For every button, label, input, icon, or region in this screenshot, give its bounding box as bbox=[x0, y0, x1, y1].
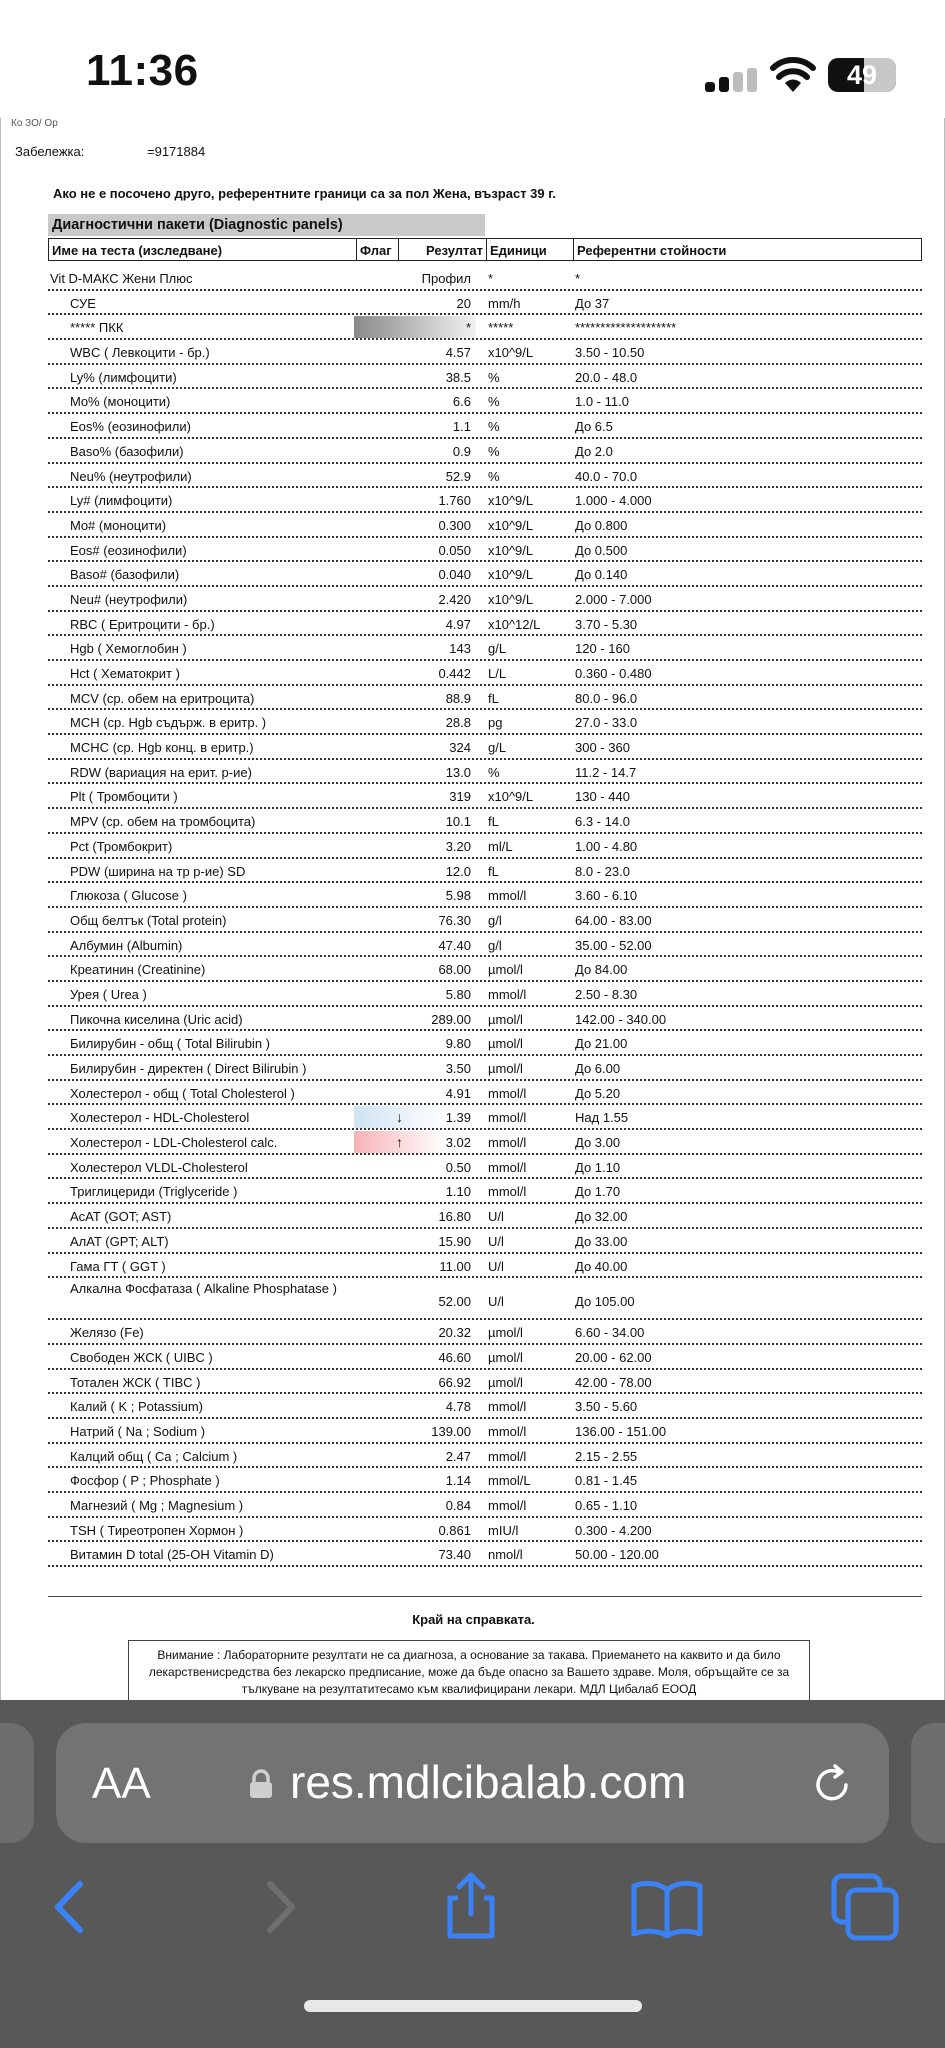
reference-range: 136.00 - 151.00 bbox=[575, 1423, 667, 1439]
result-unit: mmol/l bbox=[488, 888, 527, 904]
table-row bbox=[48, 735, 922, 760]
result-value: 9.80 bbox=[445, 1036, 471, 1052]
result-value: 1.39 bbox=[445, 1110, 471, 1126]
result-unit: µmol/l bbox=[488, 962, 523, 978]
result-value: 88.9 bbox=[445, 690, 471, 706]
result-value: 76.30 bbox=[438, 912, 471, 928]
table-row bbox=[48, 612, 922, 637]
test-name: ***** ПКК bbox=[70, 320, 124, 336]
reference-range: ******************** bbox=[575, 320, 677, 336]
table-row bbox=[48, 1370, 922, 1395]
result-value: 2.420 bbox=[438, 591, 471, 607]
result-unit: L/L bbox=[488, 666, 507, 681]
result-value: 0.84 bbox=[445, 1498, 471, 1513]
result-value: 15.90 bbox=[438, 1233, 471, 1249]
test-name: Билирубин - общ ( Total Bilirubin ) bbox=[70, 1036, 270, 1052]
test-name: Ly# (лимфоцити) bbox=[70, 493, 173, 509]
reference-range: 1.0 - 11.0 bbox=[575, 394, 629, 410]
reference-range: 2.000 - 7.000 bbox=[575, 591, 652, 607]
table-row bbox=[48, 908, 922, 933]
table-row bbox=[48, 513, 922, 538]
status-bar bbox=[0, 0, 945, 118]
reference-range: 3.50 - 5.60 bbox=[575, 1399, 638, 1415]
result-unit: % bbox=[488, 468, 500, 484]
test-name: RDW (вариация на ерит. р-ие) bbox=[70, 764, 252, 780]
test-name: Mo% (моноцити) bbox=[70, 394, 171, 410]
table-row bbox=[48, 1204, 922, 1229]
result-value: 4.57 bbox=[445, 345, 471, 361]
reference-range: 3.70 - 5.30 bbox=[575, 616, 638, 632]
result-unit: x10^9/L bbox=[488, 493, 534, 509]
test-name: Фосфор ( P ; Phosphate ) bbox=[70, 1473, 220, 1489]
result-value: 5.98 bbox=[445, 888, 471, 904]
test-name: WBC ( Левкоцити - бр.) bbox=[70, 345, 210, 361]
reference-range: 6.3 - 14.0 bbox=[575, 814, 630, 830]
cut-off-text: Ко ЗО/ Ор bbox=[11, 118, 58, 129]
reference-range: До 37 bbox=[575, 295, 610, 311]
result-value: 0.300 bbox=[438, 517, 471, 533]
result-value: 1.14 bbox=[445, 1473, 471, 1489]
test-name: Hgb ( Хемоглобин ) bbox=[70, 641, 187, 657]
reference-range: До 0.800 bbox=[575, 517, 628, 533]
result-unit: mm/h bbox=[488, 295, 521, 311]
reference-range: 0.65 - 1.10 bbox=[575, 1498, 638, 1513]
result-value: 4.91 bbox=[445, 1085, 471, 1101]
test-name: AcAT (GOT; AST) bbox=[70, 1209, 172, 1225]
result-value: 0.861 bbox=[438, 1522, 471, 1538]
reference-range: 42.00 - 78.00 bbox=[575, 1374, 652, 1390]
reference-range: До 0.500 bbox=[575, 542, 628, 558]
table-row bbox=[48, 1130, 922, 1155]
result-value: 38.5 bbox=[445, 369, 471, 385]
result-unit: g/l bbox=[488, 937, 502, 953]
result-value: Профил bbox=[421, 271, 471, 286]
table-row bbox=[48, 1031, 922, 1056]
result-unit: mmol/l bbox=[488, 1448, 527, 1464]
table-row bbox=[48, 686, 922, 711]
test-name: Hct ( Хематокрит ) bbox=[70, 666, 180, 681]
reader-settings-button[interactable] bbox=[92, 1759, 151, 1809]
test-name: Eos% (еозинофили) bbox=[70, 419, 191, 435]
result-unit: µmol/l bbox=[488, 1061, 523, 1076]
result-value: 0.50 bbox=[445, 1159, 471, 1175]
test-name: TSH ( Тиреотропен Хормон ) bbox=[70, 1522, 244, 1538]
reference-range: 2.50 - 8.30 bbox=[575, 986, 638, 1002]
test-name: MCH (ср. Hgb съдърж. в еритр. ) bbox=[70, 715, 267, 731]
table-row bbox=[48, 587, 922, 612]
test-name: Глюкоза ( Glucose ) bbox=[70, 888, 187, 904]
result-unit: U/l bbox=[488, 1258, 504, 1274]
result-value: 324 bbox=[449, 740, 471, 756]
table-row bbox=[48, 1444, 922, 1469]
result-value: 143 bbox=[449, 641, 471, 657]
reference-range: 3.50 - 10.50 bbox=[575, 345, 645, 361]
lab-report-document[interactable] bbox=[0, 118, 945, 1700]
wifi-icon bbox=[770, 54, 816, 94]
table-row bbox=[48, 834, 922, 859]
table-row bbox=[48, 1179, 922, 1204]
table-row bbox=[48, 1229, 922, 1254]
result-value: 47.40 bbox=[438, 937, 471, 953]
reference-range: 6.60 - 34.00 bbox=[575, 1325, 645, 1341]
result-value: * bbox=[465, 320, 471, 336]
result-unit: % bbox=[488, 764, 500, 780]
result-unit: mmol/l bbox=[488, 1184, 527, 1200]
test-name: Холестерол - LDL-Cholesterol calc. bbox=[70, 1135, 278, 1151]
result-flag: ↓ bbox=[354, 1106, 445, 1128]
reference-range: 27.0 - 33.0 bbox=[575, 715, 638, 731]
result-unit: g/L bbox=[488, 641, 507, 657]
reference-range: 3.60 - 6.10 bbox=[575, 888, 638, 904]
result-value: 0.442 bbox=[438, 666, 471, 681]
table-row bbox=[48, 315, 922, 340]
test-name: Гама ГТ ( GGT ) bbox=[70, 1258, 166, 1274]
result-unit: fL bbox=[488, 814, 499, 830]
result-unit: mmol/l bbox=[488, 1423, 527, 1439]
result-value: 68.00 bbox=[438, 962, 471, 978]
table-row bbox=[48, 636, 922, 661]
result-unit: % bbox=[488, 394, 500, 410]
address-bar[interactable] bbox=[56, 1723, 889, 1843]
reference-range: 0.300 - 4.200 bbox=[575, 1522, 652, 1538]
result-unit: µmol/l bbox=[488, 1325, 523, 1341]
table-row bbox=[48, 809, 922, 834]
divider bbox=[48, 1596, 922, 1597]
result-unit: x10^12/L bbox=[488, 616, 541, 632]
result-unit: mmol/l bbox=[488, 1399, 527, 1415]
test-name: Baso# (базофили) bbox=[70, 567, 180, 583]
result-unit: µmol/l bbox=[488, 1374, 523, 1390]
test-name: Mo# (моноцити) bbox=[70, 517, 167, 533]
table-row bbox=[48, 439, 922, 464]
reference-range: 1.00 - 4.80 bbox=[575, 838, 638, 854]
result-unit: µmol/l bbox=[488, 1011, 523, 1027]
result-unit: U/l bbox=[488, 1294, 504, 1310]
table-row bbox=[48, 933, 922, 958]
result-value: 0.040 bbox=[438, 567, 471, 583]
reference-range: До 32.00 bbox=[575, 1209, 628, 1225]
reload-icon[interactable] bbox=[808, 1761, 856, 1809]
reference-range: 50.00 - 120.00 bbox=[575, 1547, 659, 1563]
table-row bbox=[48, 365, 922, 390]
share-icon[interactable] bbox=[434, 1870, 508, 1944]
result-unit: g/L bbox=[488, 740, 507, 756]
result-value: 1.10 bbox=[445, 1184, 471, 1200]
result-unit: ml/L bbox=[488, 838, 513, 854]
result-value: 289.00 bbox=[431, 1011, 471, 1027]
result-unit: nmol/l bbox=[488, 1547, 523, 1563]
table-row bbox=[48, 291, 922, 316]
result-value: 20.32 bbox=[438, 1325, 471, 1341]
result-unit: % bbox=[488, 369, 500, 385]
reference-range: 20.0 - 48.0 bbox=[575, 369, 638, 385]
table-row bbox=[48, 859, 922, 884]
result-unit: x10^9/L bbox=[488, 789, 534, 805]
url-text[interactable]: res.mdlcibalab.com bbox=[290, 1756, 687, 1808]
next-tab-preview[interactable] bbox=[911, 1723, 945, 1843]
test-name: Албумин (Albumin) bbox=[70, 937, 183, 953]
test-name: Магнезий ( Mg ; Magnesium ) bbox=[70, 1498, 244, 1513]
test-name: Neu% (неутрофили) bbox=[70, 468, 192, 484]
result-value: 3.50 bbox=[445, 1061, 471, 1076]
result-unit: mmol/l bbox=[488, 1135, 527, 1151]
reference-range: До 6.5 bbox=[575, 419, 613, 435]
result-unit: % bbox=[488, 419, 500, 435]
result-value: 319 bbox=[449, 789, 471, 805]
result-flag: ↑ bbox=[354, 1131, 445, 1153]
table-row bbox=[48, 1105, 922, 1130]
results-table bbox=[48, 266, 922, 1567]
result-unit: fL bbox=[488, 690, 499, 706]
result-unit: x10^9/L bbox=[488, 567, 534, 583]
test-name: Vit D-МАКС Жени Плюс bbox=[50, 271, 193, 286]
reference-range: 142.00 - 340.00 bbox=[575, 1011, 667, 1027]
reference-range: До 33.00 bbox=[575, 1233, 628, 1249]
result-unit: pg bbox=[488, 715, 503, 731]
reference-range: До 0.140 bbox=[575, 567, 628, 583]
reference-note: Ако не е посочено друго, референтните граници са за пол Жена, възраст 39 г. bbox=[53, 186, 556, 201]
result-value: 0.050 bbox=[438, 542, 471, 558]
column-header-units: Единици bbox=[486, 238, 573, 261]
reference-range: До 105.00 bbox=[575, 1294, 635, 1310]
reference-range: 11.2 - 14.7 bbox=[575, 764, 637, 780]
tabs-icon[interactable] bbox=[828, 1870, 902, 1944]
test-name: Желязо (Fe) bbox=[70, 1325, 144, 1341]
table-row bbox=[48, 784, 922, 809]
reference-range: До 6.00 bbox=[575, 1061, 621, 1076]
test-name: PDW (ширина на тр р-ие) SD bbox=[70, 863, 246, 879]
bookmarks-icon[interactable] bbox=[630, 1870, 704, 1944]
column-header-name: Име на теста (изследване) bbox=[48, 238, 356, 261]
result-value: 46.60 bbox=[438, 1349, 471, 1365]
result-unit: x10^9/L bbox=[488, 345, 534, 361]
result-unit: x10^9/L bbox=[488, 591, 534, 607]
table-row bbox=[48, 389, 922, 414]
result-unit: mmol/l bbox=[488, 1159, 527, 1175]
result-value: 11.00 bbox=[439, 1258, 471, 1274]
result-unit: ***** bbox=[488, 320, 514, 336]
result-value: 3.20 bbox=[445, 838, 471, 854]
reference-range: До 5.20 bbox=[575, 1085, 621, 1101]
reference-range: До 1.70 bbox=[575, 1184, 621, 1200]
cellular-signal-icon bbox=[705, 68, 759, 92]
result-value: 6.6 bbox=[452, 394, 471, 410]
back-icon[interactable] bbox=[36, 1870, 110, 1944]
test-name: Тотален ЖСК ( TIBC ) bbox=[70, 1374, 201, 1390]
result-value: 10.1 bbox=[445, 814, 471, 830]
reference-range: 120 - 160 bbox=[575, 641, 630, 657]
result-value: 4.78 bbox=[445, 1399, 471, 1415]
reference-range: 80.0 - 96.0 bbox=[575, 690, 638, 706]
test-name: Baso% (базофили) bbox=[70, 443, 184, 459]
table-row bbox=[48, 1007, 922, 1032]
result-unit: mIU/l bbox=[488, 1522, 519, 1538]
table-row bbox=[48, 661, 922, 686]
result-value: 5.80 bbox=[445, 986, 471, 1002]
reference-range: 40.0 - 70.0 bbox=[575, 468, 638, 484]
test-name: Plt ( Тромбоцити ) bbox=[70, 789, 178, 805]
result-unit: x10^9/L bbox=[488, 517, 534, 533]
column-header-flag: Флаг bbox=[356, 238, 398, 261]
browser-toolbar bbox=[0, 1700, 945, 2048]
result-value: 16.80 bbox=[438, 1209, 471, 1225]
reference-range: 130 - 440 bbox=[575, 789, 630, 805]
test-name: Калий ( K ; Potassium) bbox=[70, 1399, 203, 1415]
test-name: Холестерол - HDL-Cholesterol bbox=[70, 1110, 250, 1126]
result-unit: mmol/l bbox=[488, 1110, 527, 1126]
battery-icon bbox=[828, 58, 896, 92]
result-unit: U/l bbox=[488, 1233, 504, 1249]
test-name: Neu# (неутрофили) bbox=[70, 591, 188, 607]
result-value: 139.00 bbox=[431, 1423, 471, 1439]
test-name: MPV (ср. обем на тромбоцита) bbox=[70, 814, 256, 830]
table-row bbox=[48, 1320, 922, 1345]
result-value: 12.0 bbox=[445, 863, 471, 879]
result-unit: µmol/l bbox=[488, 1036, 523, 1052]
reference-range: Над 1.55 bbox=[575, 1110, 629, 1126]
test-name: Триглицериди (Triglyceride ) bbox=[70, 1184, 238, 1200]
test-name: Холестерол - общ ( Total Cholesterol ) bbox=[70, 1085, 295, 1101]
reference-range: До 84.00 bbox=[575, 962, 628, 978]
result-value: 52.00 bbox=[438, 1294, 471, 1310]
reference-range: 8.0 - 23.0 bbox=[575, 863, 630, 879]
result-value: 4.97 bbox=[445, 616, 471, 632]
test-name: Eos# (еозинофили) bbox=[70, 542, 187, 558]
table-row bbox=[48, 1254, 922, 1279]
panel-header: Диагностични пакети (Diagnostic panels) bbox=[48, 214, 485, 236]
test-name: Ly% (лимфоцити) bbox=[70, 369, 177, 385]
result-unit: fL bbox=[488, 863, 499, 879]
forward-icon[interactable] bbox=[240, 1870, 314, 1944]
result-value: 66.92 bbox=[438, 1374, 471, 1390]
result-unit: U/l bbox=[488, 1209, 504, 1225]
table-row bbox=[48, 1493, 922, 1518]
note-value: =9171884 bbox=[147, 144, 206, 159]
table-row bbox=[48, 266, 922, 291]
reference-range: 2.15 - 2.55 bbox=[575, 1448, 638, 1464]
test-name: Алкална Фосфатаза ( Alkaline Phosphatase ) bbox=[70, 1281, 337, 1297]
table-row bbox=[48, 1278, 922, 1320]
result-value: 1.1 bbox=[452, 419, 471, 435]
test-name: Креатинин (Creatinine) bbox=[70, 962, 206, 978]
reference-range: 20.00 - 62.00 bbox=[575, 1349, 652, 1365]
result-value: 1.760 bbox=[438, 493, 471, 509]
test-name: Билирубин - директен ( Direct Bilirubin ) bbox=[70, 1061, 307, 1076]
test-name: Урея ( Urea ) bbox=[70, 986, 147, 1002]
table-row bbox=[48, 1345, 922, 1370]
result-value: 73.40 bbox=[438, 1547, 471, 1563]
result-unit: mmol/L bbox=[488, 1473, 531, 1489]
table-row bbox=[48, 1419, 922, 1444]
note-row bbox=[15, 144, 206, 159]
home-indicator[interactable] bbox=[304, 2000, 642, 2012]
result-value: 52.9 bbox=[445, 468, 471, 484]
reference-range: * bbox=[575, 271, 581, 286]
table-row bbox=[48, 1081, 922, 1106]
lock-icon bbox=[248, 1769, 274, 1799]
table-row bbox=[48, 1394, 922, 1419]
table-row bbox=[48, 1542, 922, 1567]
table-row bbox=[48, 1155, 922, 1180]
previous-tab-preview[interactable] bbox=[0, 1723, 34, 1843]
status-time: 11:36 bbox=[86, 46, 199, 95]
test-name: RBC ( Еритроцити - бр.) bbox=[70, 616, 215, 632]
test-name: СУЕ bbox=[70, 295, 96, 311]
result-unit: * bbox=[488, 271, 494, 286]
table-row bbox=[48, 982, 922, 1007]
reference-range: 35.00 - 52.00 bbox=[575, 937, 652, 953]
table-row bbox=[48, 464, 922, 489]
test-name: Pct (Тромбокрит) bbox=[70, 838, 173, 854]
reference-range: 1.000 - 4.000 bbox=[575, 493, 652, 509]
table-row bbox=[48, 538, 922, 563]
test-name: MCHC (ср. Hgb конц. в еритр.) bbox=[70, 740, 254, 756]
reference-range: До 40.00 bbox=[575, 1258, 628, 1274]
result-value: 13.0 bbox=[445, 764, 471, 780]
column-header-reference: Референтни стойности bbox=[573, 238, 922, 261]
table-row bbox=[48, 1518, 922, 1543]
test-name: Натрий ( Na ; Sodium ) bbox=[70, 1423, 206, 1439]
test-name: AлAT (GPT; ALT) bbox=[70, 1233, 169, 1249]
test-name: Калций общ ( Ca ; Calcium ) bbox=[70, 1448, 238, 1464]
table-row bbox=[48, 1056, 922, 1081]
result-unit: µmol/l bbox=[488, 1349, 523, 1365]
table-row bbox=[48, 957, 922, 982]
note-label: Забележка: bbox=[15, 144, 85, 159]
test-name: Витамин D total (25-OH Vitamin D) bbox=[70, 1547, 274, 1563]
result-unit: mmol/l bbox=[488, 986, 527, 1002]
result-unit: g/l bbox=[488, 912, 502, 928]
disclaimer-box: Внимание : Лабораторните резултати не са диагноза, а основание за такава. Приемането на каквито и да било лекарственисредства без лекарско предписание, може да бъде опасно за Вашето здраве. Моля, обръщайте се за тълкуване на резултатитесамо към квалифицирани лекари. МДЛ Цибалаб ЕООД bbox=[128, 1640, 810, 1700]
table-row bbox=[48, 562, 922, 587]
reference-range: 0.81 - 1.45 bbox=[575, 1473, 638, 1489]
result-value: 28.8 bbox=[445, 715, 471, 731]
table-row bbox=[48, 340, 922, 365]
test-name: MCV (ср. обем на еритроцита) bbox=[70, 690, 255, 706]
reference-range: До 3.00 bbox=[575, 1135, 621, 1151]
column-header-result: Резултат bbox=[398, 238, 486, 261]
reference-range: До 21.00 bbox=[575, 1036, 628, 1052]
result-value: 3.02 bbox=[445, 1135, 471, 1151]
test-name: Пикочна киселина (Uric acid) bbox=[70, 1011, 243, 1027]
table-row bbox=[48, 1468, 922, 1493]
result-value: 0.9 bbox=[452, 443, 471, 459]
reference-range: 64.00 - 83.00 bbox=[575, 912, 652, 928]
battery-level: 49 bbox=[846, 60, 878, 90]
result-value: 20 bbox=[456, 295, 471, 311]
table-row bbox=[48, 710, 922, 735]
test-name: Свободен ЖСК ( UIBC ) bbox=[70, 1349, 213, 1365]
test-name: Общ белтък (Total protein) bbox=[70, 912, 227, 928]
end-of-report: Край на справката. bbox=[412, 1612, 535, 1627]
table-row bbox=[48, 760, 922, 785]
table-row bbox=[48, 414, 922, 439]
test-name: Холестерол VLDL-Cholesterol bbox=[70, 1159, 248, 1175]
table-row bbox=[48, 488, 922, 513]
result-value: 2.47 bbox=[445, 1448, 471, 1464]
reference-range: 0.360 - 0.480 bbox=[575, 666, 652, 681]
reader-settings-label: AA bbox=[92, 1759, 151, 1808]
result-unit: mmol/l bbox=[488, 1085, 527, 1101]
reference-range: До 2.0 bbox=[575, 443, 613, 459]
result-unit: x10^9/L bbox=[488, 542, 534, 558]
reference-range: До 1.10 bbox=[575, 1159, 621, 1175]
result-unit: % bbox=[488, 443, 500, 459]
reference-range: 300 - 360 bbox=[575, 740, 630, 756]
table-row bbox=[48, 883, 922, 908]
result-unit: mmol/l bbox=[488, 1498, 527, 1513]
